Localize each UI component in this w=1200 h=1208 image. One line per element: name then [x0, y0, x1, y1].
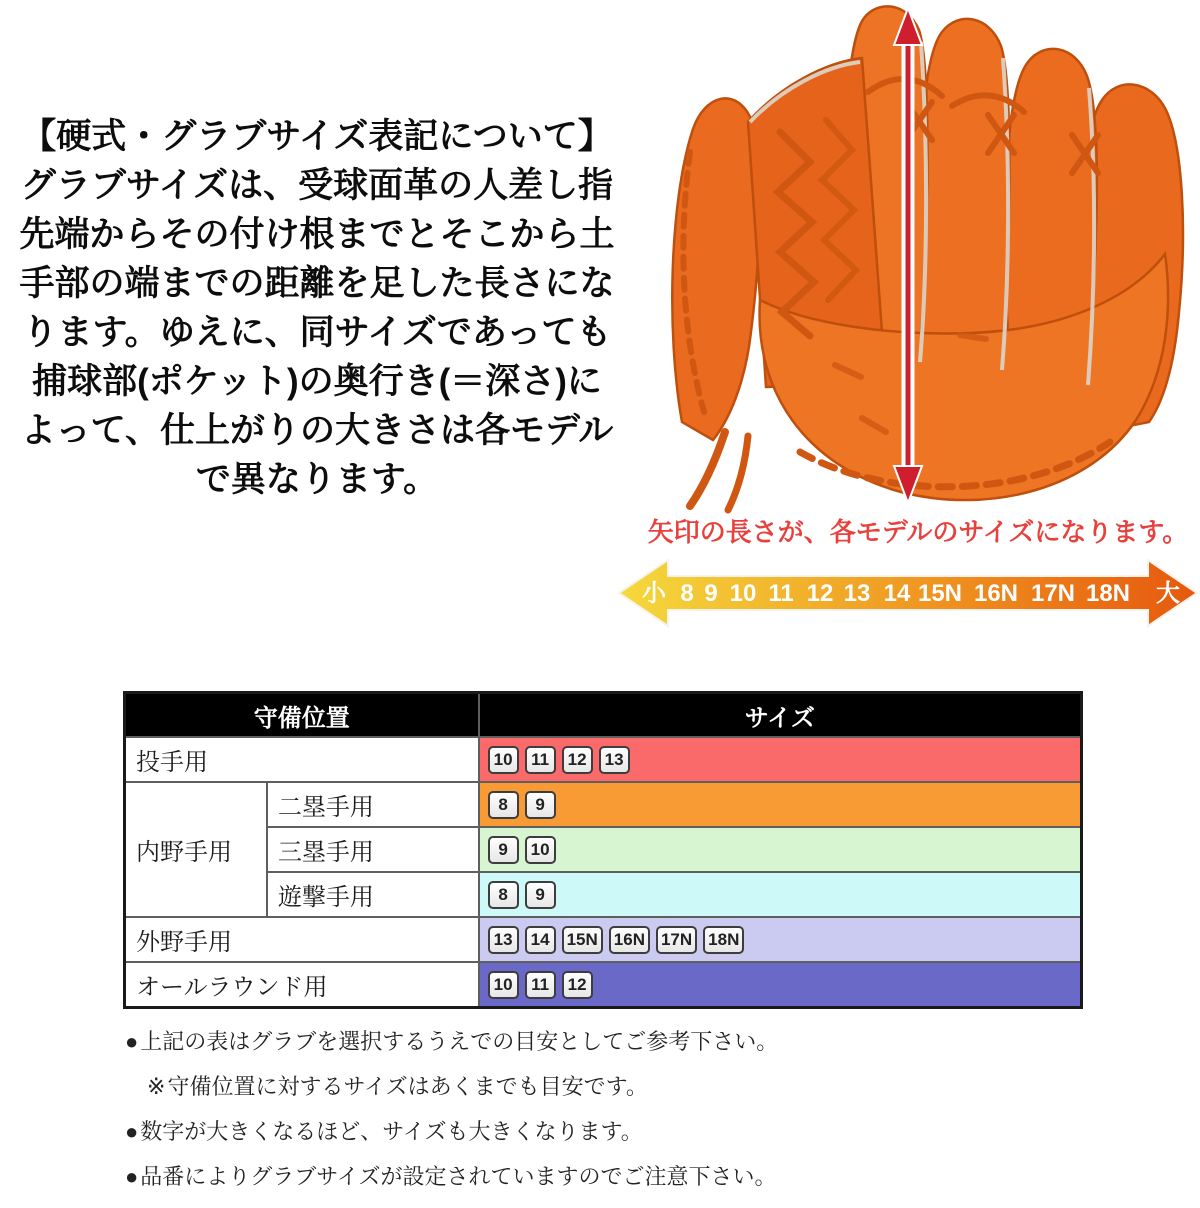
note-text: 品番によりグラブサイズが設定されていますのでご注意下さい。 — [140, 1164, 777, 1189]
size-chip: 8 — [488, 881, 519, 909]
intro-line: グラブサイズは、受球面革の人差し指 — [20, 166, 614, 205]
intro-line: ります。ゆえに、同サイズであっても — [22, 313, 612, 352]
size-cell — [479, 917, 1082, 962]
note-item — [125, 1028, 1085, 1056]
note-item — [125, 1073, 1085, 1101]
size-cell — [479, 962, 1082, 1008]
glove-photo — [630, 0, 1200, 515]
size-chip: 17N — [656, 926, 697, 954]
size-cell — [479, 872, 1082, 917]
size-scale-arrow — [616, 556, 1200, 630]
size-chip: 18N — [703, 926, 744, 954]
size-chip: 11 — [525, 746, 556, 774]
table-row — [125, 917, 1082, 962]
bullet-icon: ● — [125, 1164, 139, 1189]
arrow-caption: 矢印の長さが、各モデルのサイズになります。 — [647, 517, 1189, 547]
scale-label: 11 — [768, 580, 794, 607]
size-chip: 11 — [525, 971, 556, 999]
size-chip: 9 — [488, 836, 519, 864]
size-chip: 9 — [525, 881, 556, 909]
note-item — [125, 1163, 1085, 1191]
scale-label: 16N — [973, 580, 1019, 607]
table-row — [125, 962, 1082, 1008]
size-chip: 13 — [488, 926, 519, 954]
size-chip: 15N — [562, 926, 603, 954]
scale-label: 小 — [642, 580, 666, 607]
scale-label: 17N — [1030, 580, 1076, 607]
size-chip: 10 — [525, 836, 556, 864]
position-label: 外野手用 — [125, 917, 479, 962]
table-row — [125, 737, 1082, 782]
size-table — [123, 691, 1083, 1009]
size-chip: 13 — [599, 746, 630, 774]
scale-label: 18N — [1085, 580, 1131, 607]
size-chip: 12 — [562, 971, 593, 999]
sub-position-label: 二塁手用 — [267, 782, 479, 827]
size-chip: 16N — [609, 926, 650, 954]
size-cell — [479, 737, 1082, 782]
size-chip: 10 — [488, 746, 519, 774]
scale-label: 15N — [917, 580, 963, 607]
size-cell — [479, 827, 1082, 872]
size-chip: 12 — [562, 746, 593, 774]
size-cell — [479, 782, 1082, 827]
header-size: サイズ — [479, 693, 1082, 738]
intro-line: で異なります。 — [195, 460, 439, 499]
intro-line: 先端からその付け根までとそこから土 — [19, 215, 615, 254]
note-text: 数字が大きくなるほど、サイズも大きくなります。 — [140, 1119, 643, 1144]
table-header-row — [125, 693, 1082, 738]
intro-line: よって、仕上がりの大きさは各モデル — [20, 411, 614, 450]
size-chip: 8 — [488, 791, 519, 819]
position-label: 内野手用 — [125, 782, 267, 917]
size-chip: 10 — [488, 971, 519, 999]
asterisk-icon: ※ — [147, 1074, 166, 1099]
intro-text-block — [0, 112, 634, 504]
intro-title: 【硬式・グラブサイズ表記について】 — [21, 117, 613, 156]
bullet-icon: ● — [125, 1029, 139, 1054]
bullet-icon: ● — [125, 1119, 139, 1144]
scale-label: 大 — [1156, 580, 1180, 607]
scale-label: 10 — [729, 580, 757, 607]
notes-block — [125, 1028, 1085, 1208]
scale-label: 13 — [843, 580, 871, 607]
sub-position-label: 三塁手用 — [267, 827, 479, 872]
position-label: 投手用 — [125, 737, 479, 782]
table-row — [125, 782, 1082, 827]
scale-label: 14 — [883, 580, 911, 607]
position-label: オールラウンド用 — [125, 962, 479, 1008]
intro-line: 手部の端までの距離を足した長さにな — [19, 264, 615, 303]
intro-line: 捕球部(ポケット)の奥行き(＝深さ)に — [32, 362, 602, 401]
table-row — [125, 827, 1082, 872]
scale-label: 8 — [680, 580, 694, 607]
scale-label: 9 — [704, 580, 718, 607]
table-row — [125, 872, 1082, 917]
sub-position-label: 遊撃手用 — [267, 872, 479, 917]
note-text: 上記の表はグラブを選択するうえでの目安としてご参考下さい。 — [140, 1029, 779, 1054]
scale-label: 12 — [806, 580, 834, 607]
note-text: 守備位置に対するサイズはあくまでも目安です。 — [167, 1074, 648, 1099]
note-item — [125, 1118, 1085, 1146]
size-chip: 14 — [525, 926, 556, 954]
size-chip: 9 — [525, 791, 556, 819]
header-position: 守備位置 — [125, 693, 479, 738]
glove-illustration — [630, 0, 1200, 515]
